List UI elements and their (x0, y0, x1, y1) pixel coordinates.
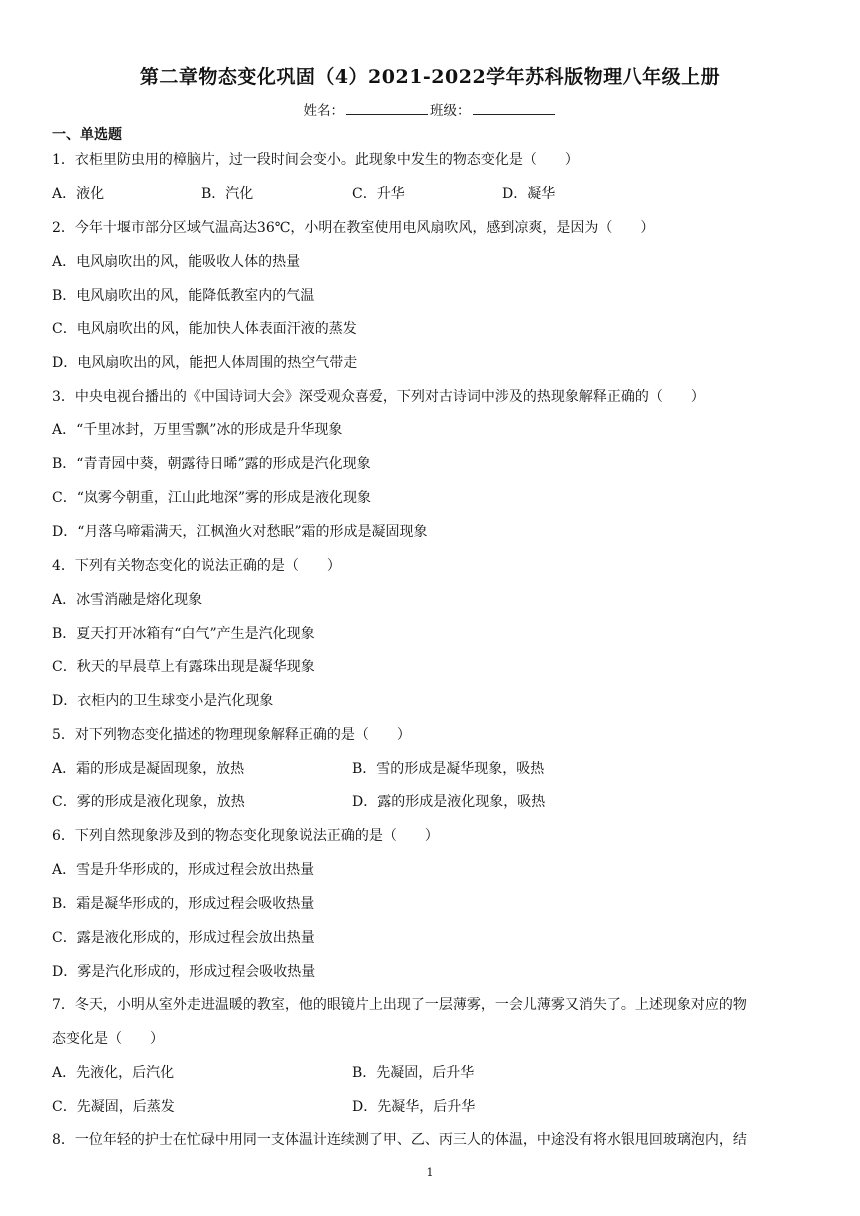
q7-option-a: A．先液化，后汽化 (52, 1065, 175, 1081)
q6-option-c: C．露是液化形成的，形成过程会放出热量 (52, 930, 315, 946)
q1-option-d: D．凝华 (502, 186, 556, 202)
q1-option-b: B．汽化 (201, 186, 254, 202)
q1-option-c: C．升华 (352, 186, 405, 202)
q4-option-a: A．冰雪消融是熔化现象 (52, 592, 203, 608)
question-4-stem: 4．下列有关物态变化的说法正确的是（ ） (52, 558, 341, 574)
q3-option-c: C．“岚雾今朝重，江山此地深”雾的形成是液化现象 (52, 490, 372, 506)
class-label: 班级： (430, 103, 471, 119)
q5-option-c: C．雾的形成是液化现象，放热 (52, 794, 245, 810)
question-8-stem: 8．一位年轻的护士在忙碌中用同一支体温计连续测了甲、乙、丙三人的体温，中途没有将水银甩回玻璃泡内，结 (52, 1132, 747, 1148)
document-title: 第二章物态变化巩固（4）2021-2022学年苏科版物理八年级上册 (139, 66, 721, 88)
q7-option-b: B．先凝固，后升华 (352, 1065, 475, 1081)
question-7-stem-cont: 态变化是（ ） (52, 1031, 164, 1047)
q7-option-d: D．先凝华，后升华 (352, 1099, 476, 1115)
question-1-stem: 1．衣柜里防虫用的樟脑片，过一段时间会变小。此现象中发生的物态变化是（ ） (52, 152, 579, 168)
name-label: 姓名： (303, 103, 344, 119)
student-info (0, 99, 860, 119)
class-blank (473, 102, 555, 115)
q2-option-d: D．电风扇吹出的风，能把人体周围的热空气带走 (52, 355, 358, 371)
q3-option-d: D．“月落乌啼霜满天，江枫渔火对愁眠”霜的形成是凝固现象 (52, 524, 428, 540)
q6-option-d: D．雾是汽化形成的，形成过程会吸收热量 (52, 964, 316, 980)
section-heading: 一、单选题 (52, 127, 122, 143)
q2-option-b: B．电风扇吹出的风，能降低教室内的气温 (52, 288, 315, 304)
question-6-stem: 6．下列自然现象涉及到的物态变化现象说法正确的是（ ） (52, 828, 439, 844)
q6-option-a: A．雪是升华形成的，形成过程会放出热量 (52, 862, 315, 878)
q2-option-c: C．电风扇吹出的风，能加快人体表面汗液的蒸发 (52, 321, 357, 337)
q6-option-b: B．霜是凝华形成的，形成过程会吸收热量 (52, 896, 315, 912)
q5-option-a: A．霜的形成是凝固现象，放热 (52, 761, 245, 777)
q7-option-c: C．先凝固，后蒸发 (52, 1099, 175, 1115)
question-3-stem: 3．中央电视台播出的《中国诗词大会》深受观众喜爱，下列对古诗词中涉及的热现象解释正确的（ ） (52, 389, 705, 405)
question-7-stem: 7．冬天，小明从室外走进温暖的教室，他的眼镜片上出现了一层薄雾，一会儿薄雾又消失了。上述现象对应的物 (52, 997, 747, 1013)
question-2-stem: 2．今年十堰市部分区域气温高达36℃，小明在教室使用电风扇吹风，感到凉爽，是因为（ ） (52, 220, 655, 236)
page-number: 1 (426, 1166, 434, 1179)
q3-option-a: A．“千里冰封，万里雪飘”冰的形成是升华现象 (52, 422, 343, 438)
q2-option-a: A．电风扇吹出的风，能吸收人体的热量 (52, 254, 301, 270)
q1-option-a: A．液化 (52, 186, 105, 202)
q5-option-b: B．雪的形成是凝华现象，吸热 (352, 761, 545, 777)
q4-option-c: C．秋天的早晨草上有露珠出现是凝华现象 (52, 659, 315, 675)
q3-option-b: B．“青青园中葵，朝露待日晞”露的形成是汽化现象 (52, 456, 371, 472)
q4-option-d: D．衣柜内的卫生球变小是汽化现象 (52, 693, 274, 709)
q4-option-b: B．夏天打开冰箱有“白气”产生是汽化现象 (52, 626, 315, 642)
q5-option-d: D．露的形成是液化现象，吸热 (352, 794, 546, 810)
name-blank (346, 102, 428, 115)
question-5-stem: 5．对下列物态变化描述的物理现象解释正确的是（ ） (52, 727, 411, 743)
